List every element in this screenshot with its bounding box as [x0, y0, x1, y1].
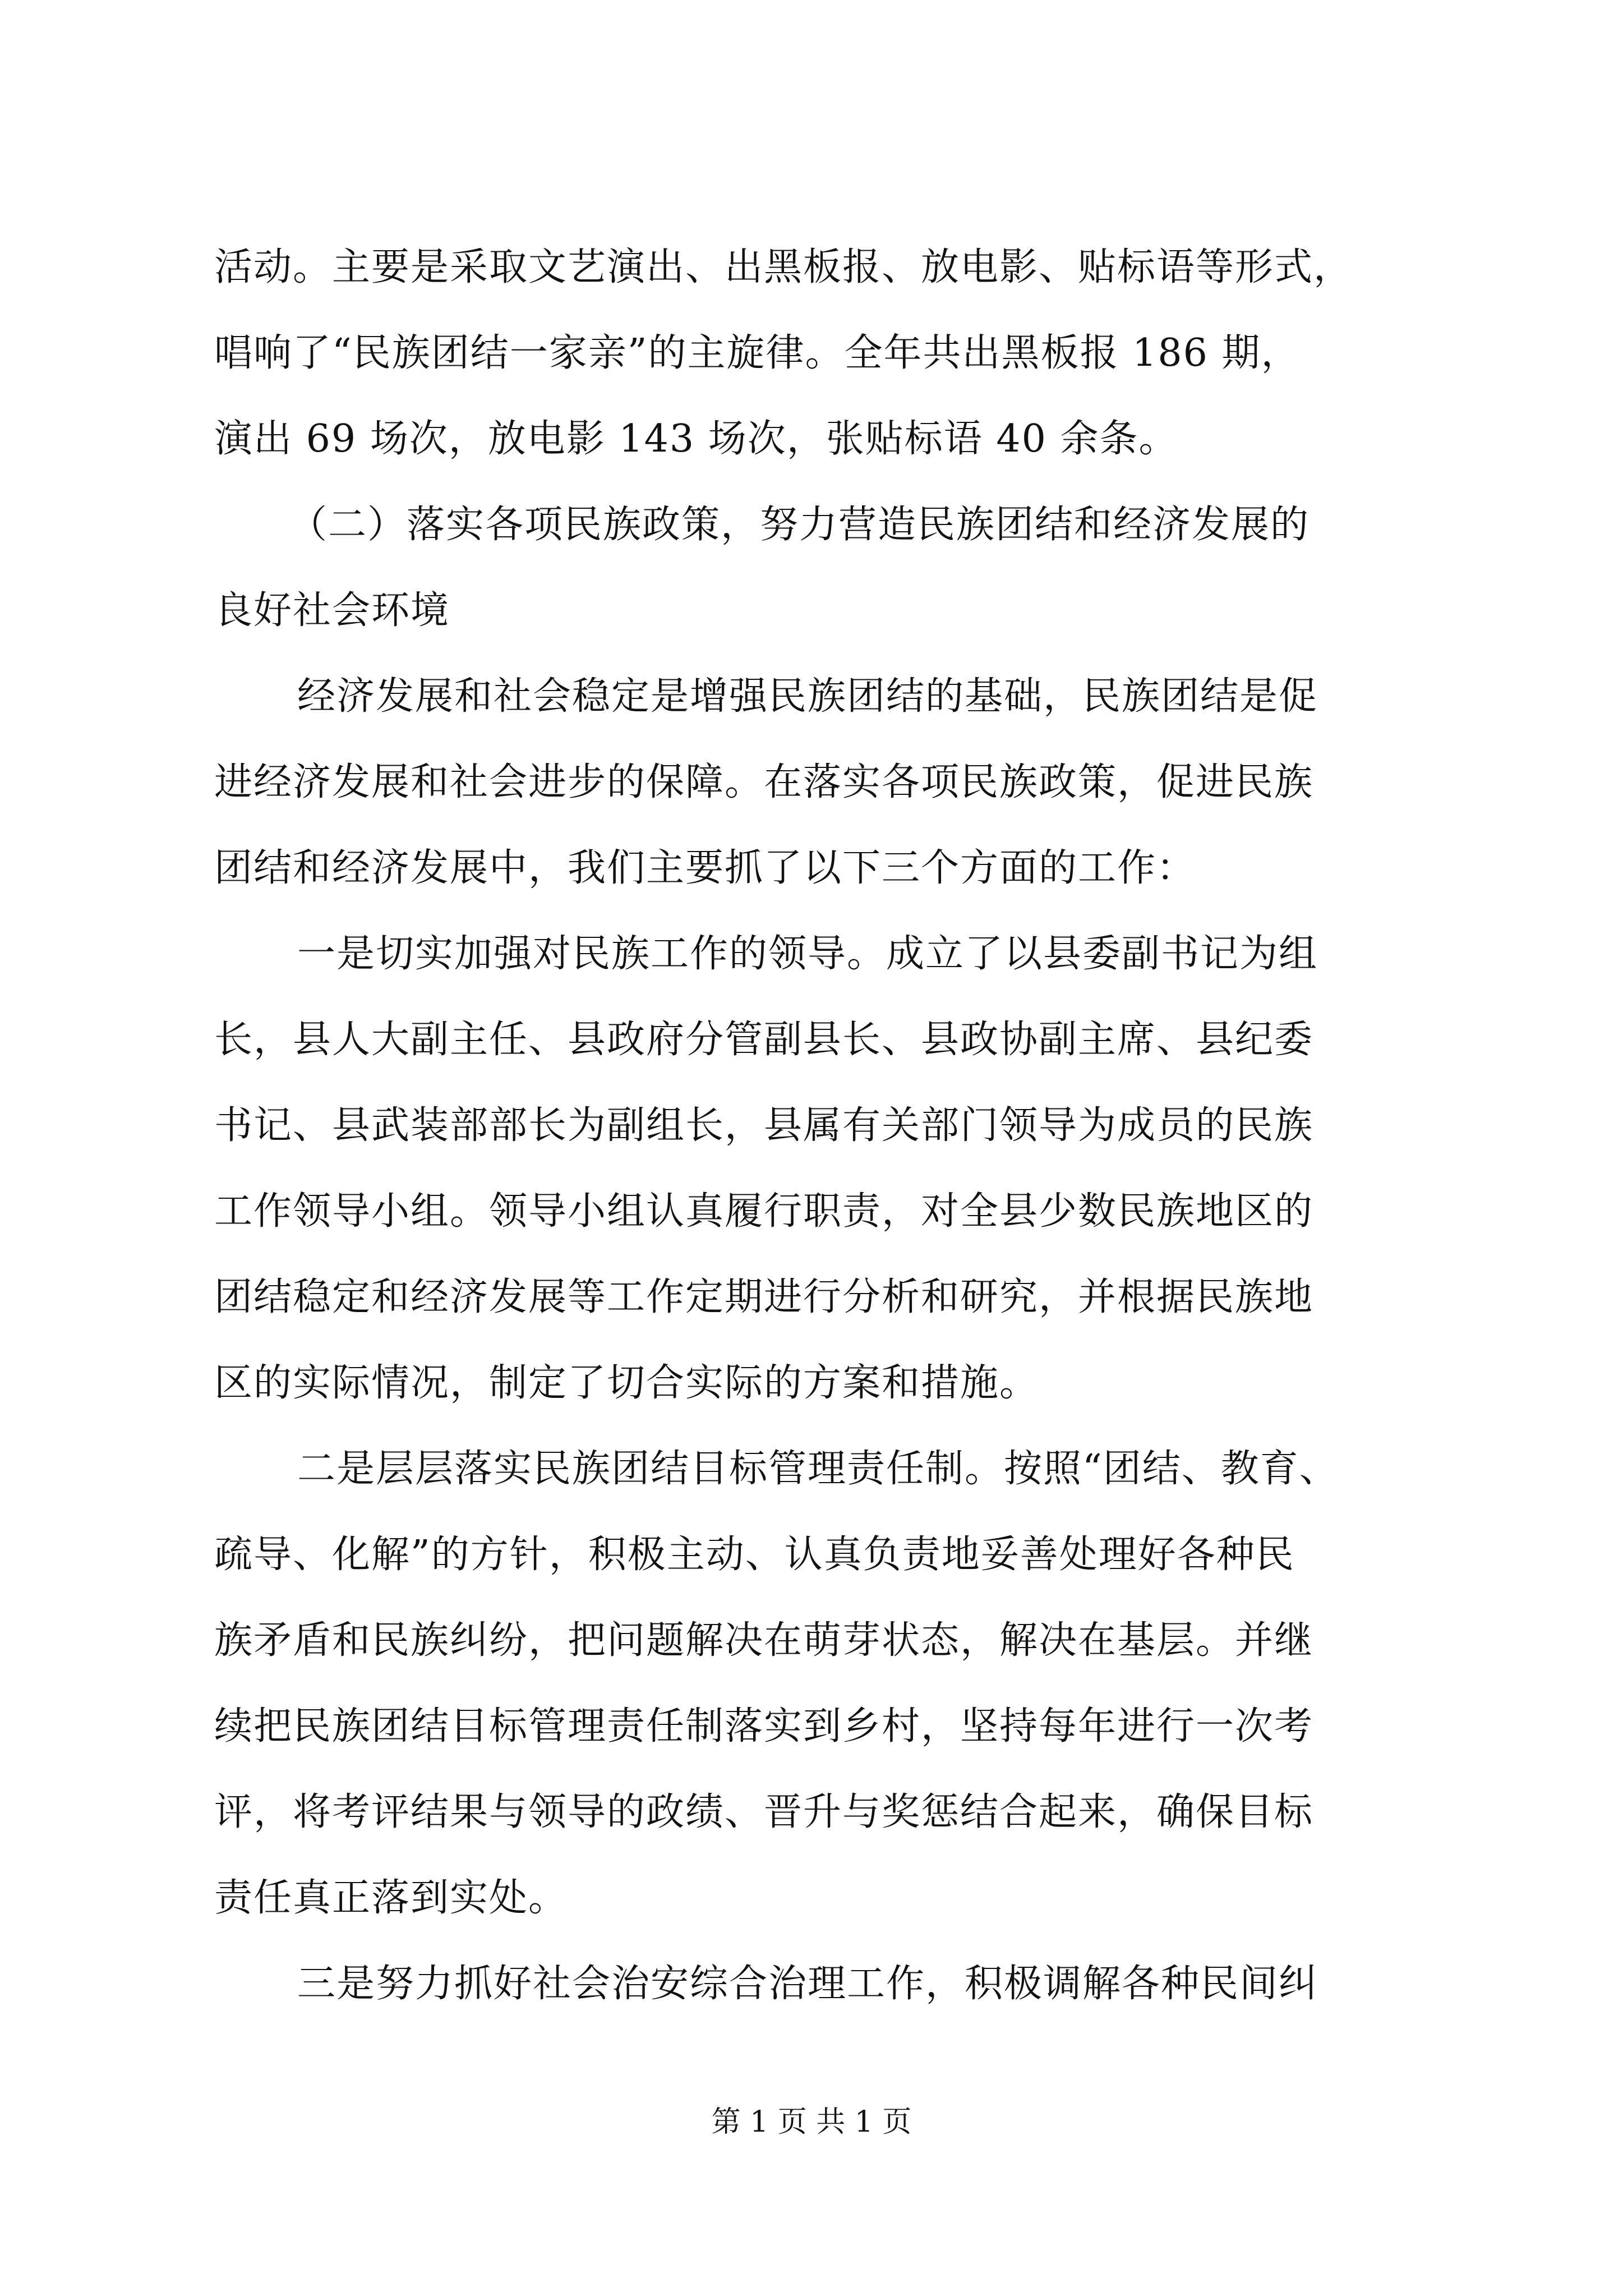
paragraph-line: 一是切实加强对民族工作的领导。成立了以县委副书记为组	[297, 932, 1318, 976]
paragraph-line: 演出 69 场次，放电影 143 场次，张贴标语 40 余条。	[214, 417, 1178, 461]
page-number-footer: 第 1 页 共 1 页	[711, 2105, 912, 2139]
section-heading-line: 良好社会环境	[214, 588, 450, 633]
paragraph-line: 活动。主要是采取文艺演出、出黑板报、放电影、贴标语等形式，	[214, 245, 1353, 289]
paragraph-line: 续把民族团结目标管理责任制落实到乡村，坚持每年进行一次考	[214, 1704, 1314, 1749]
paragraph-line: 书记、县武装部部长为副组长，县属有关部门领导为成员的民族	[214, 1103, 1314, 1148]
paragraph-line: 区的实际情况，制定了切合实际的方案和措施。	[214, 1361, 1039, 1405]
paragraph-line: 唱响了“民族团结一家亲”的主旋律。全年共出黑板报 186 期，	[214, 331, 1301, 375]
paragraph-line: 三是努力抓好社会治安综合治理工作，积极调解各种民间纠	[297, 1962, 1318, 2006]
paragraph-line: 长，县人大副主任、县政府分管副县长、县政协副主席、县纪委	[214, 1018, 1314, 1062]
paragraph-line: 评，将考评结果与领导的政绩、晋升与奖惩结合起来，确保目标	[214, 1790, 1314, 1834]
paragraph-line: 疏导、化解”的方针，积极主动、认真负责地妥善处理好各种民	[214, 1533, 1295, 1577]
paragraph-line: 工作领导小组。领导小组认真履行职责，对全县少数民族地区的	[214, 1189, 1314, 1234]
paragraph-line: 责任真正落到实处。	[214, 1876, 568, 1920]
paragraph-line: 二是层层落实民族团结目标管理责任制。按照“团结、教育、	[297, 1447, 1339, 1491]
paragraph-line: 族矛盾和民族纠纷，把问题解决在萌芽状态，解决在基层。并继	[214, 1618, 1314, 1663]
paragraph-line: 经济发展和社会稳定是增强民族团结的基础，民族团结是促	[297, 674, 1318, 719]
paragraph-line: 团结和经济发展中，我们主要抓了以下三个方面的工作：	[214, 846, 1196, 890]
paragraph-line: 团结稳定和经济发展等工作定期进行分析和研究，并根据民族地	[214, 1275, 1314, 1319]
paragraph-line: 进经济发展和社会进步的保障。在落实各项民族政策，促进民族	[214, 760, 1314, 804]
section-heading-line: （二）落实各项民族政策，努力营造民族团结和经济发展的	[289, 503, 1310, 547]
